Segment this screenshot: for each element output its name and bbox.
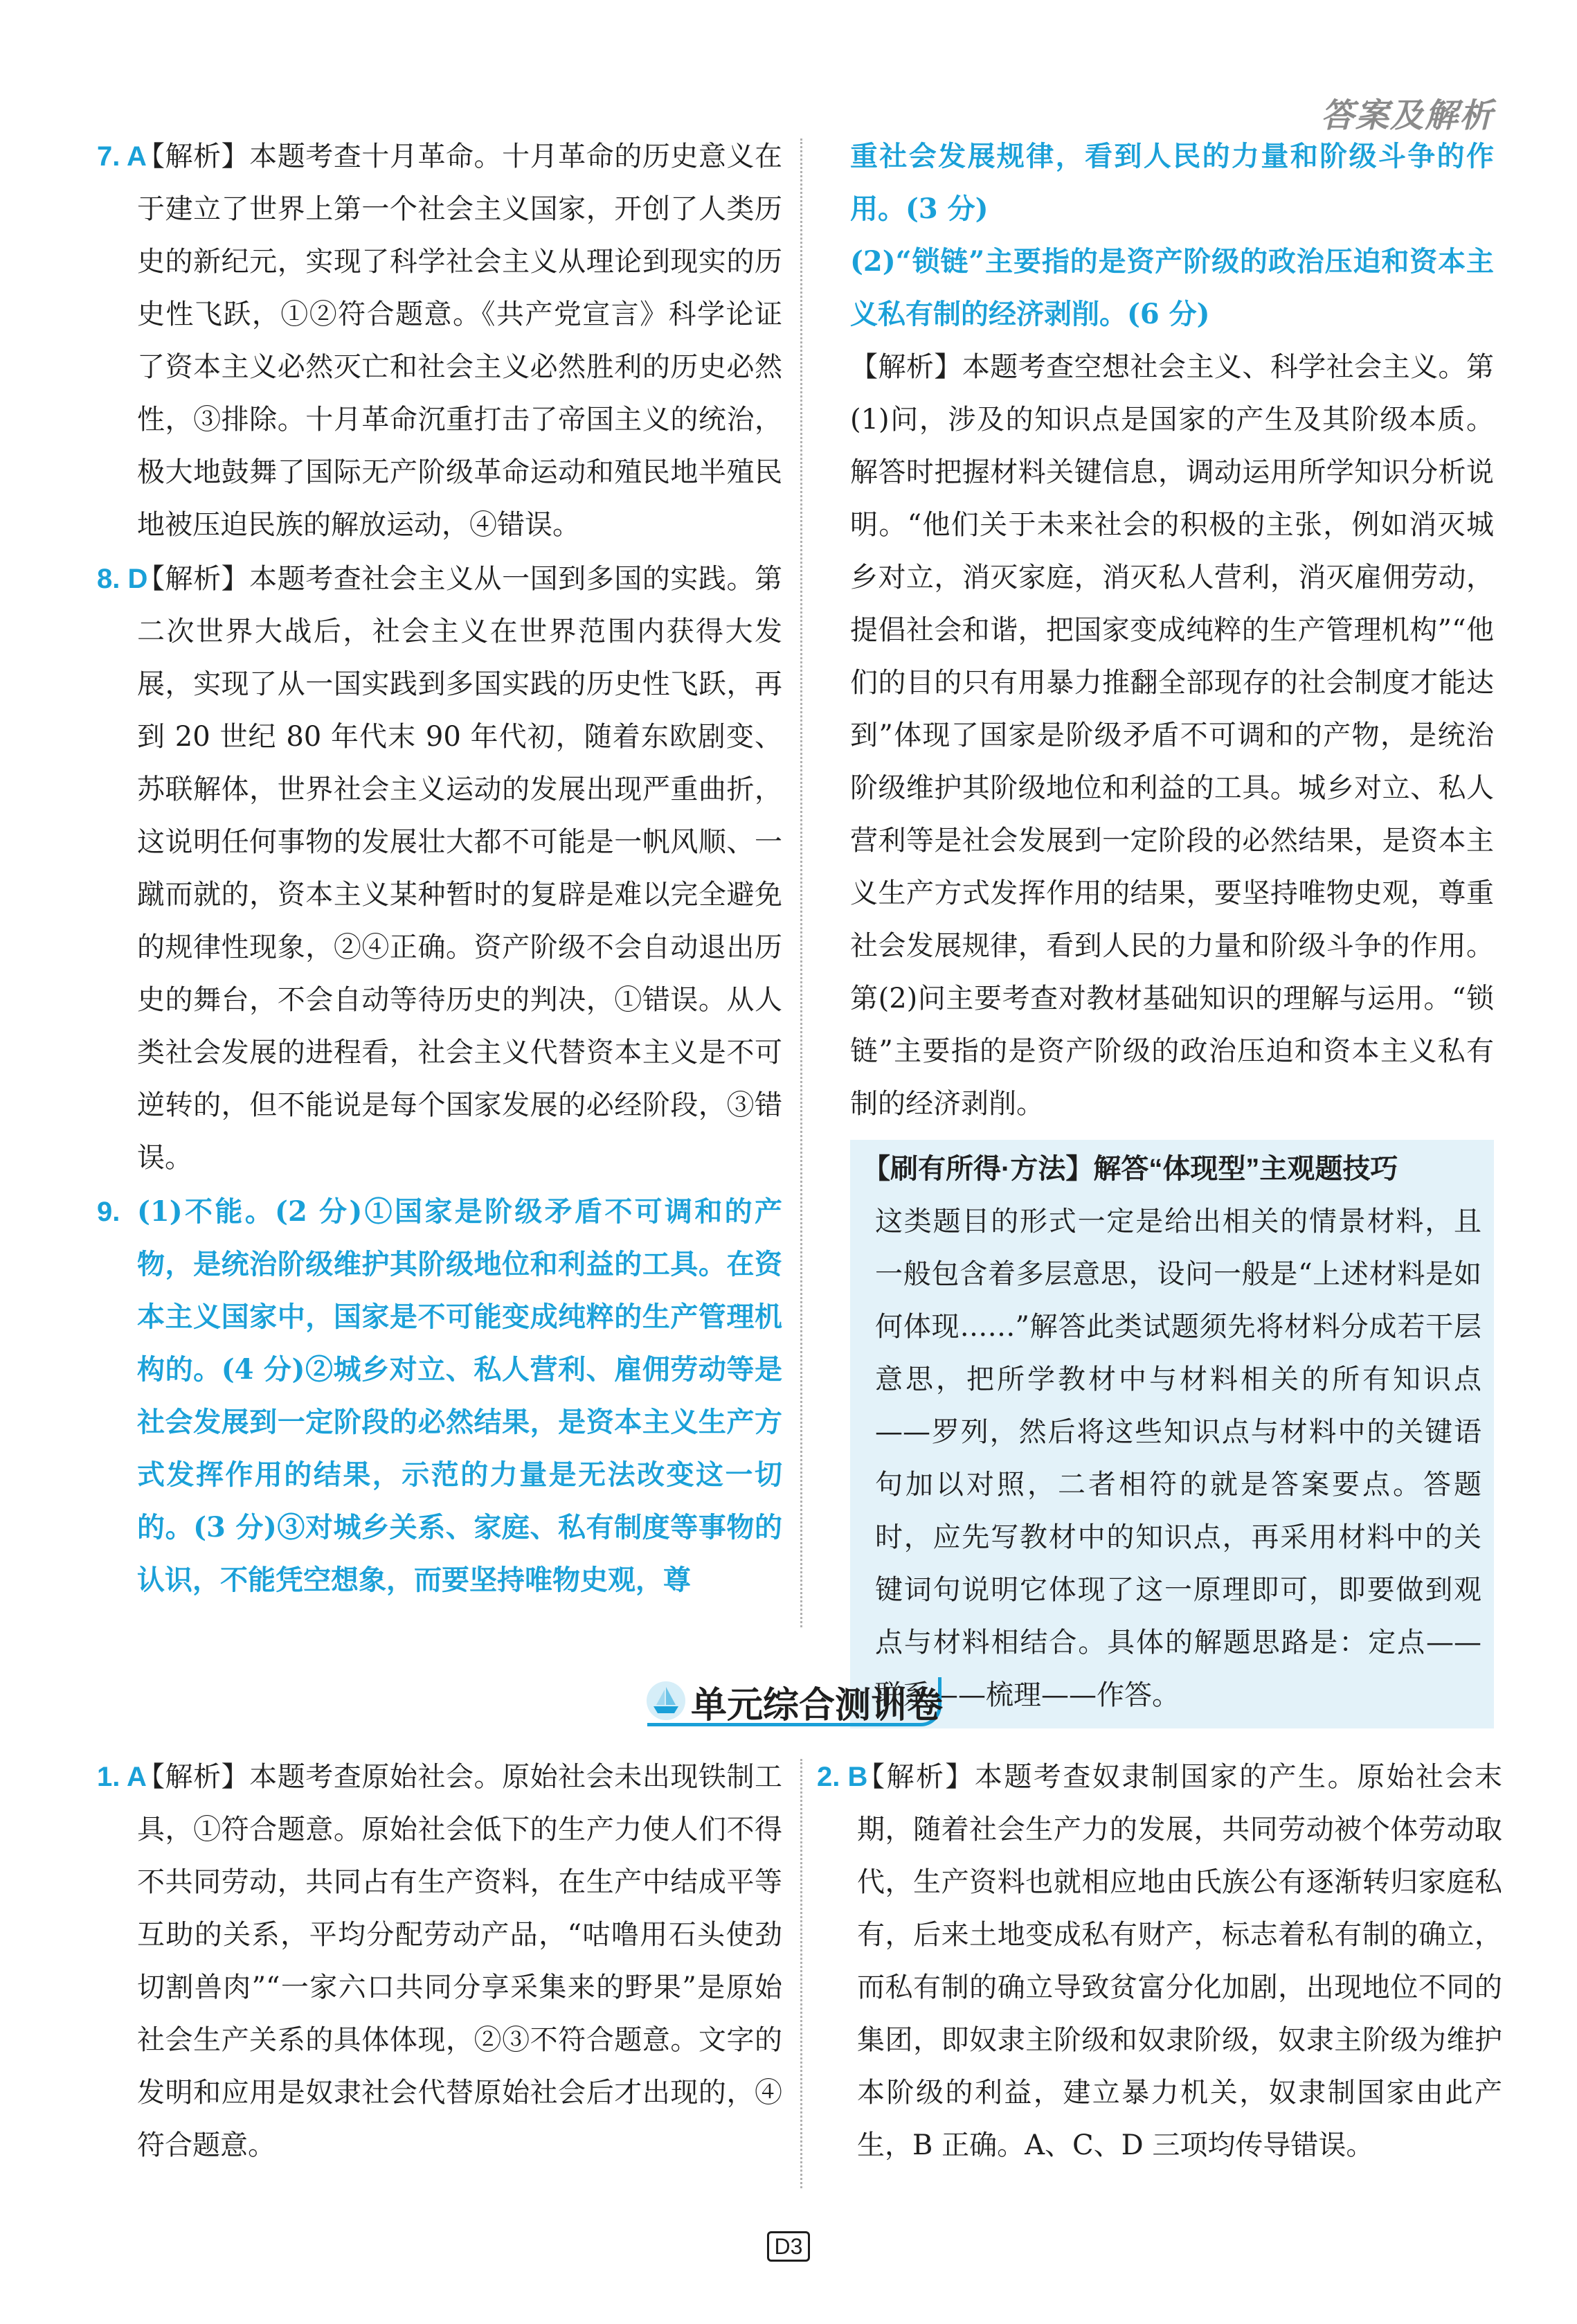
ship-icon (644, 1679, 688, 1723)
answer-9-continued: 重社会发展规律，看到人民的力量和阶级斗争的作用。(3 分) (850, 140, 1494, 225)
header-title: 答案及解析 (1320, 96, 1494, 135)
item-text: 【解析】本题考查社会主义从一国到多国的实践。第二次世界大战后，社会主义在世界范围内获得大发展，实现了从一国实践到多国实践的历史性飞跃，再到 20 世纪 80 年代末 90 年代初，随着东欧剧变、苏联解体，世界社会主义运动的发展出现严重曲折，这说明任何事物的发展壮大都不可能是一帆风顺、一蹴而就的，资本主义某种暂时的复辟是难以完全避免的规律性现象，②④正确。资产阶级不会自动退出历史的舞台，不会自动等待历史的判决，①错误。从人类社会发展的进程看，社会主义代替资本主义是不可逆转的，但不能说是每个国家发展的必经阶段，③错误。 (137, 563, 782, 1174)
column-divider-bottom (800, 1759, 802, 2188)
item-number: 8. D (97, 564, 148, 594)
method-tip-box (850, 1140, 1494, 1728)
left-column (97, 130, 782, 1608)
item-number: 2. B (817, 1762, 868, 1792)
column-divider-top (800, 138, 802, 1627)
answer-item-7 (97, 130, 782, 551)
right-column (850, 130, 1494, 1728)
answer-item-9 (97, 1186, 782, 1607)
item-text: 【解析】本题考查十月革命。十月革命的历史意义在于建立了世界上第一个社会主义国家，开创了人类历史的新纪元，实现了科学社会主义从理论到现实的历史性飞跃，①②符合题意。《共产党宣言》科学论证了资本主义必然灭亡和社会主义必然胜利的历史必然性，③排除。十月革命沉重打击了帝国主义的统治，极大地鼓舞了国际无产阶级革命运动和殖民地半殖民地被压迫民族的解放运动，④错误。 (137, 141, 782, 541)
item-answer: (1)不能。(2 分)①国家是阶级矛盾不可调和的产物，是统治阶级维护其阶级地位和利益的工具。在资本主义国家中，国家是不可能变成纯粹的生产管理机构的。(4 分)②城乡对立、私人营利、雇佣劳动等是社会发展到一定阶段的必然结果，是资本主义生产方式发挥作用的结果，示范的力量是无法改变这一切的。(3 分)③对城乡关系、家庭、私有制度等事物的认识，不能凭空想象，而要坚持唯物史观，尊 (137, 1195, 782, 1596)
section-header (0, 1673, 1577, 1728)
page-number: D3 (767, 2231, 810, 2262)
item-number: 9. (97, 1197, 120, 1227)
analysis-9: 【解析】本题考查空想社会主义、科学社会主义。第(1)问，涉及的知识点是国家的产生及其阶级本质。解答时把握材料关键信息，调动运用所学知识分析说明。“他们关于未来社会的积极的主张，例如消灭城乡对立，消灭家庭，消灭私人营利，消灭雇佣劳动，提倡社会和谐，把国家变成纯粹的生产管理机构”“他们的目的只有用暴力推翻全部现存的社会制度才能达到”体现了国家是阶级矛盾不可调和的产物，是统治阶级维护其阶级地位和利益的工具。城乡对立、私人营利等是社会发展到一定阶段的必然结果，是资本主义生产方式发挥作用的结果，要坚持唯物史观，尊重社会发展规律，看到人民的力量和阶级斗争的作用。第(2)问主要考查对教材基础知识的理解与运用。“锁链”主要指的是资产阶级的政治压迫和资本主义私有制的经济剥削。 (850, 351, 1494, 1120)
item-text: 【解析】本题考查原始社会。原始社会未出现铁制工具，①符合题意。原始社会低下的生产力使人们不得不共同劳动，共同占有生产资料，在生产中结成平等互助的关系，平均分配劳动产品，“咕噜用石头使劲切割兽肉”“一家六口共同分享采集来的野果”是原始社会生产关系的具体体现，②③不符合题意。文字的发明和应用是奴隶社会代替原始社会后才出现的，④符合题意。 (137, 1761, 782, 2161)
item-text: 【解析】本题考查奴隶制国家的产生。原始社会末期，随着社会生产力的发展，共同劳动被个体劳动取代，生产资料也就相应地由氏族公有逐渐转归家庭私有，后来土地变成私有财产，标志着私有制的确立，而私有制的确立导致贫富分化加剧，出现地位不同的集团，即奴隶主阶级和奴隶阶级，奴隶主阶级为维护本阶级的利益，建立暴力机关，奴隶制国家由此产生，B 正确。A、C、D 三项均传导错误。 (857, 1761, 1502, 2161)
bottom-left-column (97, 1751, 782, 2173)
section-title: 单元综合测训卷 (691, 1685, 944, 1726)
method-tip-title: 【刷有所得·方法】解答“体现型”主观题技巧 (863, 1154, 1398, 1184)
answer-item-1 (97, 1751, 782, 2172)
answer-item-2 (817, 1751, 1502, 2172)
method-tip-body: 这类题目的形式一定是给出相关的情景材料，且一般包含着多层意思，设问一般是“上述材料是如何体现……”解答此类试题须先将材料分成若干层意思，把所学教材中与材料相关的所有知识点——罗列，然后将这些知识点与材料中的关键语句加以对照，二者相符的就是答案要点。答题时，应先写教材中的知识点，再采用材料中的关键词句说明它体现了这一原理即可，即要做到观点与材料相结合。具体的解题思路是：定点——联系——梳理——作答。 (875, 1206, 1481, 1711)
answer-9-part2: (2)“锁链”主要指的是资产阶级的政治压迫和资本主义私有制的经济剥削。(6 分) (850, 245, 1494, 330)
item-number: 7. A (97, 141, 147, 172)
item-number: 1. A (97, 1762, 147, 1792)
bottom-right-column (817, 1751, 1502, 2173)
answer-item-8 (97, 553, 782, 1184)
